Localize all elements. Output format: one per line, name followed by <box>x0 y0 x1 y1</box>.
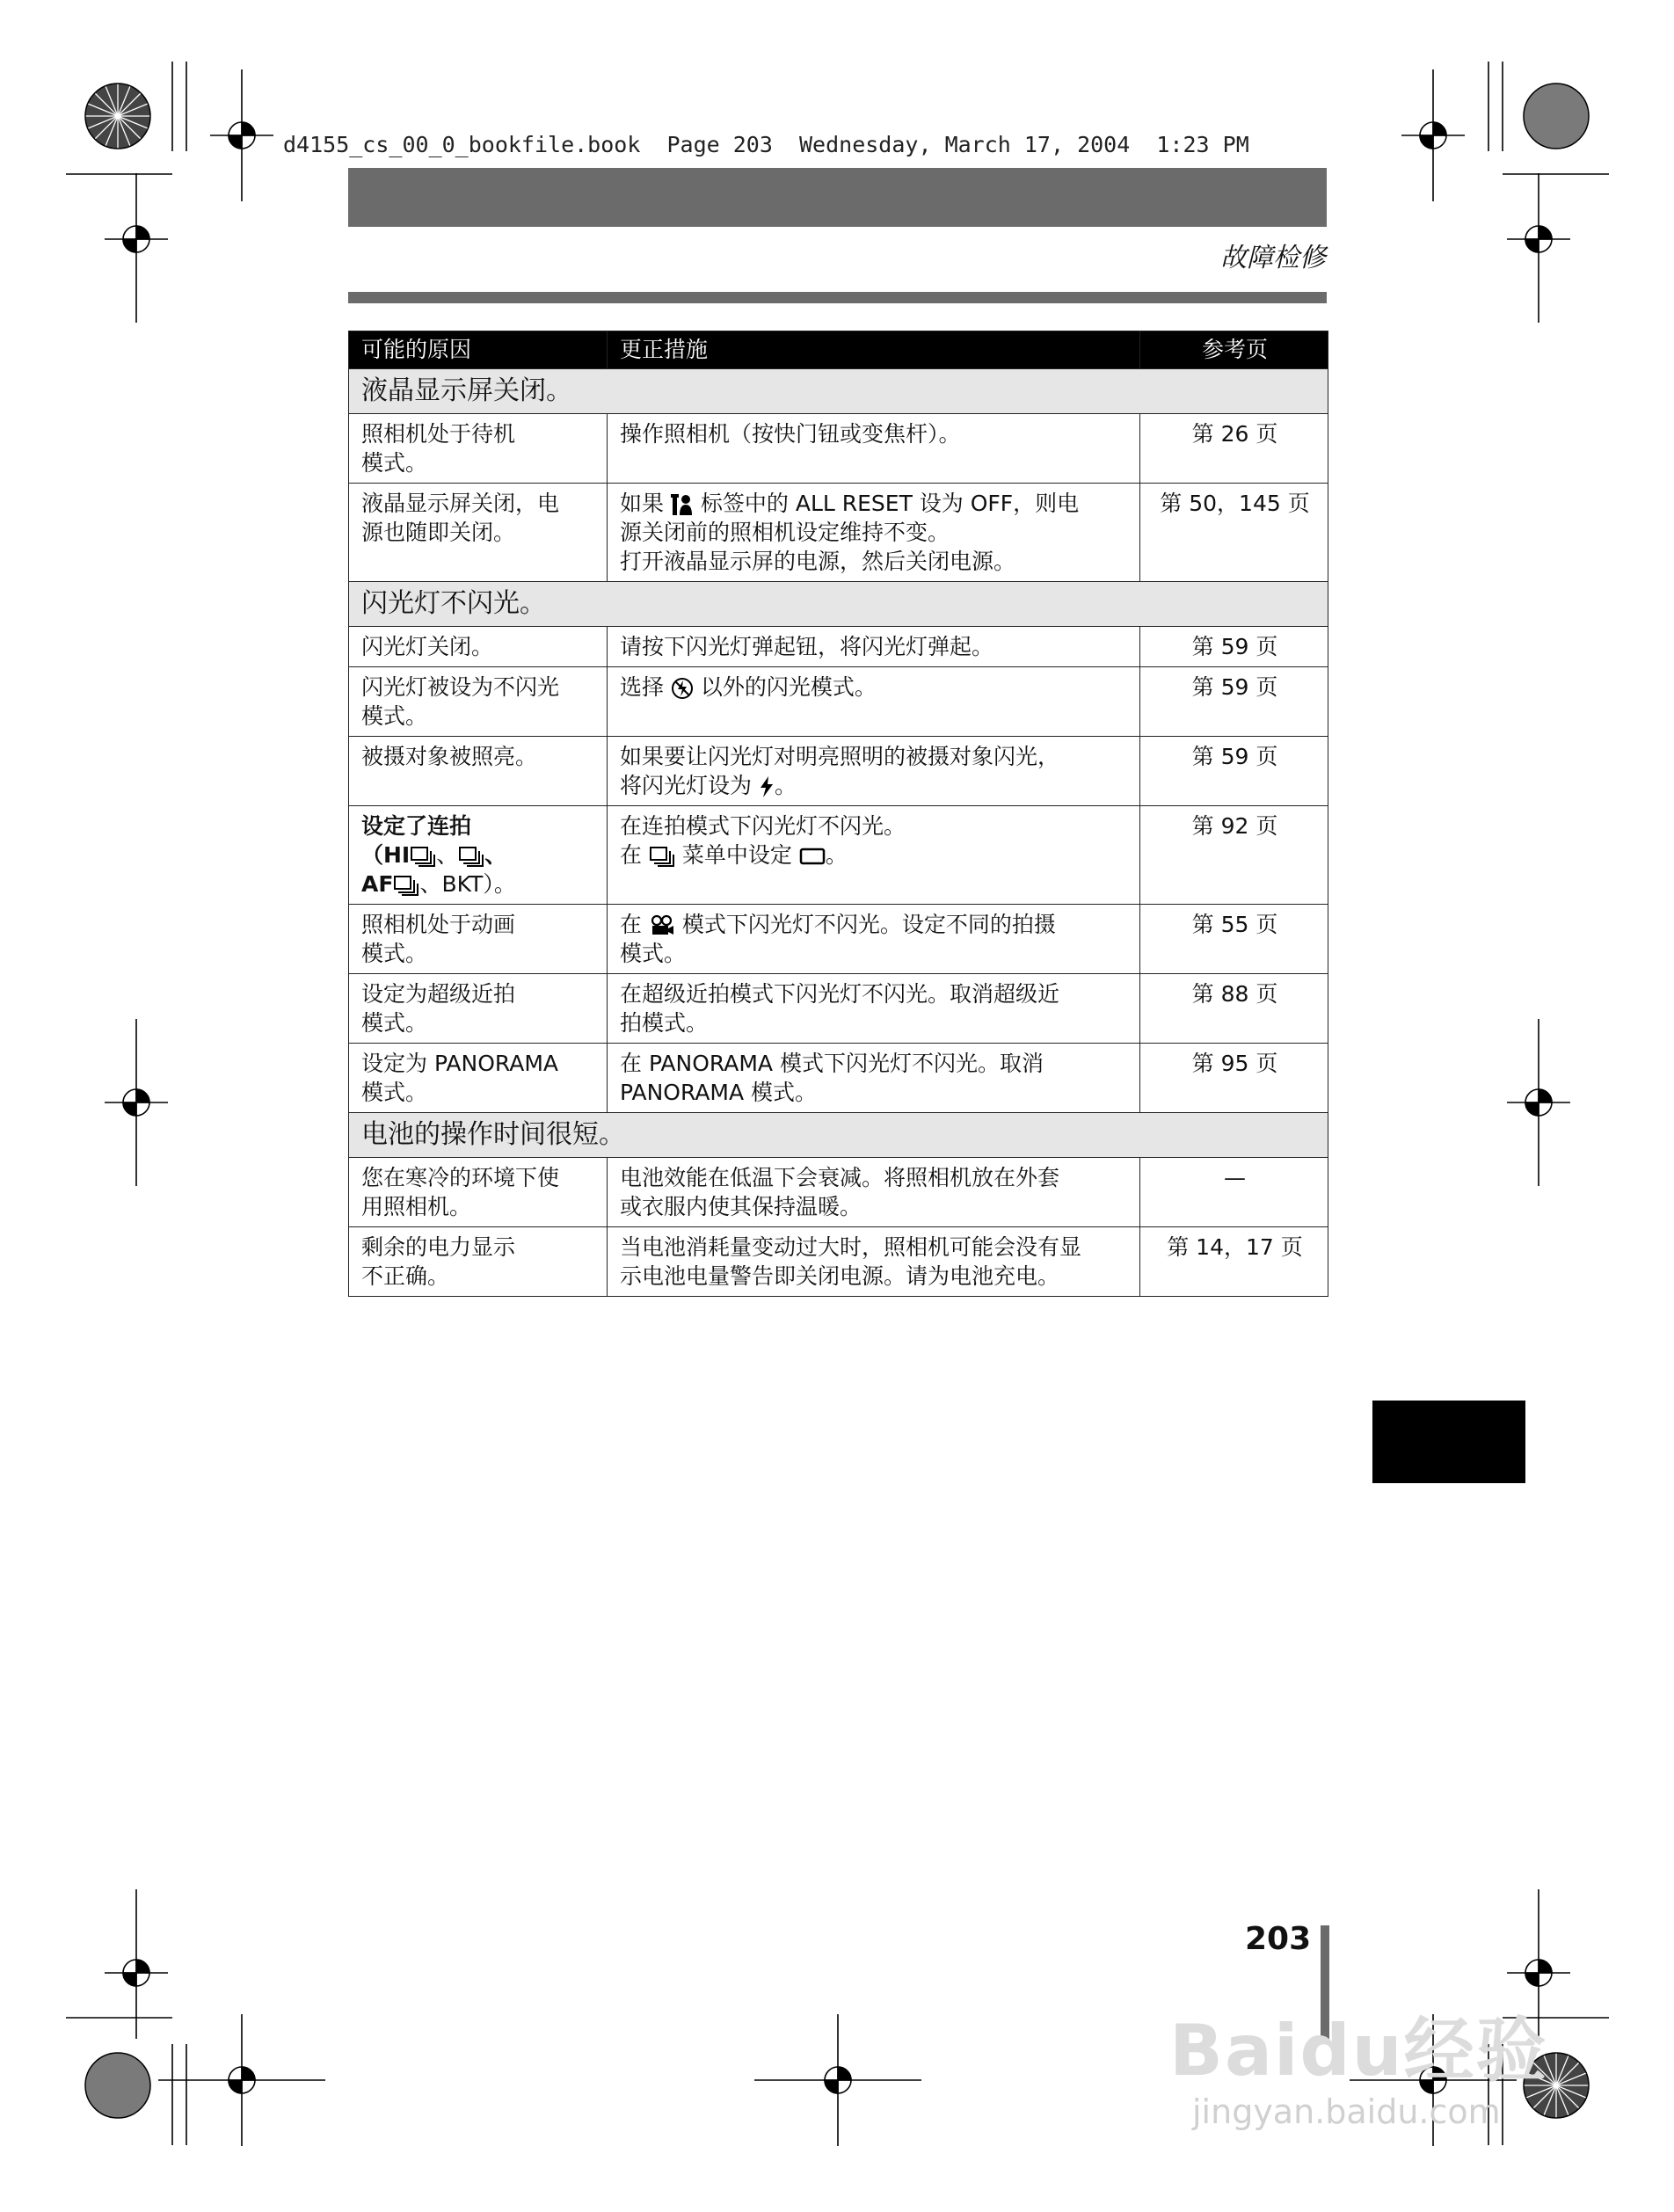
category-title: 闪光灯不闪光。 <box>349 582 1328 627</box>
fix-cell: 请按下闪光灯弹起钮，将闪光灯弹起。 <box>608 627 1140 667</box>
fix-cell: 电池效能在低温下会衰减。将照相机放在外套 或衣服内使其保持温暖。 <box>608 1158 1140 1227</box>
watermark-url: jingyan.baidu.com <box>1192 2092 1501 2131</box>
fix-text: 模式下闪光灯不闪光。设定不同的拍摄 模式。 <box>620 912 1056 966</box>
category-row <box>349 582 1328 627</box>
flash-forced-icon <box>759 775 775 798</box>
cause-text: 设定了连拍 （HI <box>361 813 472 868</box>
sequential-shooting-icon <box>410 846 436 867</box>
category-row <box>349 1113 1328 1158</box>
cause-cell <box>349 806 608 905</box>
ref-cell: 第 59 页 <box>1140 667 1328 737</box>
troubleshooting-table <box>348 331 1328 1297</box>
cause-text: 、 <box>436 842 459 868</box>
table-row <box>349 1227 1328 1297</box>
table-row <box>349 974 1328 1044</box>
cause-cell: 照相机处于待机 模式。 <box>349 414 608 484</box>
table-row <box>349 905 1328 974</box>
cause-text: 、 AF <box>361 842 507 897</box>
ref-cell: — <box>1140 1158 1328 1227</box>
fix-text: 。 <box>774 773 797 798</box>
movie-mode-icon <box>649 914 675 937</box>
table-row <box>349 414 1328 484</box>
single-frame-icon <box>799 847 826 866</box>
cause-cell: 剩余的电力显示 不正确。 <box>349 1227 608 1297</box>
fix-cell: 在超级近拍模式下闪光灯不闪光。取消超级近 拍模式。 <box>608 974 1140 1044</box>
table-row <box>349 806 1328 905</box>
ref-cell: 第 55 页 <box>1140 905 1328 974</box>
fix-cell: 当电池消耗量变动过大时，照相机可能会没有显 示电池电量警告即关闭电源。请为电池充电。 <box>608 1227 1140 1297</box>
category-title: 液晶显示屏关闭。 <box>349 369 1328 414</box>
print-header: d4155_cs_00_0_bookfile.book Page 203 Wednesday, March 17, 2004 1:23 PM <box>283 132 1249 157</box>
fix-text: 如果要让闪光灯对明亮照明的被摄对象闪光， 将闪光灯设为 <box>620 744 1060 798</box>
ref-cell: 第 95 页 <box>1140 1044 1328 1113</box>
cause-cell: 您在寒冷的环境下使 用照相机。 <box>349 1158 608 1227</box>
table-header-row <box>349 331 1328 369</box>
category-title: 电池的操作时间很短。 <box>349 1113 1328 1158</box>
ref-cell: 第 26 页 <box>1140 414 1328 484</box>
fix-text: 标签中的 ALL RESET 设为 OFF，则电 源关闭前的照相机设定维持不变。 打开液晶显示屏的电源，然后关闭电源。 <box>620 491 1080 574</box>
cause-text: 、BKT）。 <box>419 871 516 897</box>
sequential-shooting-icon <box>649 846 675 867</box>
fix-cell: 操作照相机（按快门钮或变焦杆）。 <box>608 414 1140 484</box>
ref-cell: 第 59 页 <box>1140 627 1328 667</box>
fix-cell: 在 PANORAMA 模式下闪光灯不闪光。取消 PANORAMA 模式。 <box>608 1044 1140 1113</box>
ref-cell: 第 88 页 <box>1140 974 1328 1044</box>
fix-text: 在 <box>620 912 649 937</box>
fix-text: 如果 <box>620 491 671 516</box>
fix-cell <box>608 737 1140 806</box>
table-row <box>349 1158 1328 1227</box>
flash-off-icon <box>671 677 694 700</box>
fix-text: 选择 <box>620 674 671 700</box>
cause-cell: 闪光灯关闭。 <box>349 627 608 667</box>
table-row <box>349 627 1328 667</box>
fix-text: 在连拍模式下闪光灯不闪光。 在 <box>620 813 906 868</box>
cause-cell: 设定为 PANORAMA 模式。 <box>349 1044 608 1113</box>
fix-text: 菜单中设定 <box>674 842 799 868</box>
table-row <box>349 484 1328 582</box>
column-header-fix: 更正措施 <box>608 331 1140 369</box>
table-row <box>349 737 1328 806</box>
sequential-shooting-icon <box>393 875 419 896</box>
fix-cell <box>608 667 1140 737</box>
fix-text: 。 <box>825 842 848 868</box>
sequential-shooting-icon <box>458 846 484 867</box>
section-title: 故障检修 <box>1220 243 1326 273</box>
column-header-ref: 参考页 <box>1140 331 1328 369</box>
cause-cell: 液晶显示屏关闭，电 源也随即关闭。 <box>349 484 608 582</box>
setup-tab-icon <box>671 492 694 517</box>
chapter-tab <box>1372 1401 1525 1483</box>
table-row <box>349 1044 1328 1113</box>
fix-text: 以外的闪光模式。 <box>693 674 877 700</box>
cause-cell: 被摄对象被照亮。 <box>349 737 608 806</box>
cause-cell: 照相机处于动画 模式。 <box>349 905 608 974</box>
ref-cell: 第 92 页 <box>1140 806 1328 905</box>
page-number: 203 <box>1245 1921 1312 1957</box>
fix-cell <box>608 905 1140 974</box>
ref-cell: 第 14，17 页 <box>1140 1227 1328 1297</box>
ref-cell: 第 50，145 页 <box>1140 484 1328 582</box>
cause-cell: 闪光灯被设为不闪光 模式。 <box>349 667 608 737</box>
fix-cell <box>608 484 1140 582</box>
ref-cell: 第 59 页 <box>1140 737 1328 806</box>
category-row <box>349 369 1328 414</box>
header-bar <box>348 168 1327 227</box>
cause-cell: 设定为超级近拍 模式。 <box>349 974 608 1044</box>
table-row <box>349 667 1328 737</box>
fix-cell <box>608 806 1140 905</box>
watermark-logo: Baidu经验 <box>1169 2010 1548 2092</box>
column-header-cause: 可能的原因 <box>349 331 608 369</box>
header-rule <box>348 292 1327 303</box>
